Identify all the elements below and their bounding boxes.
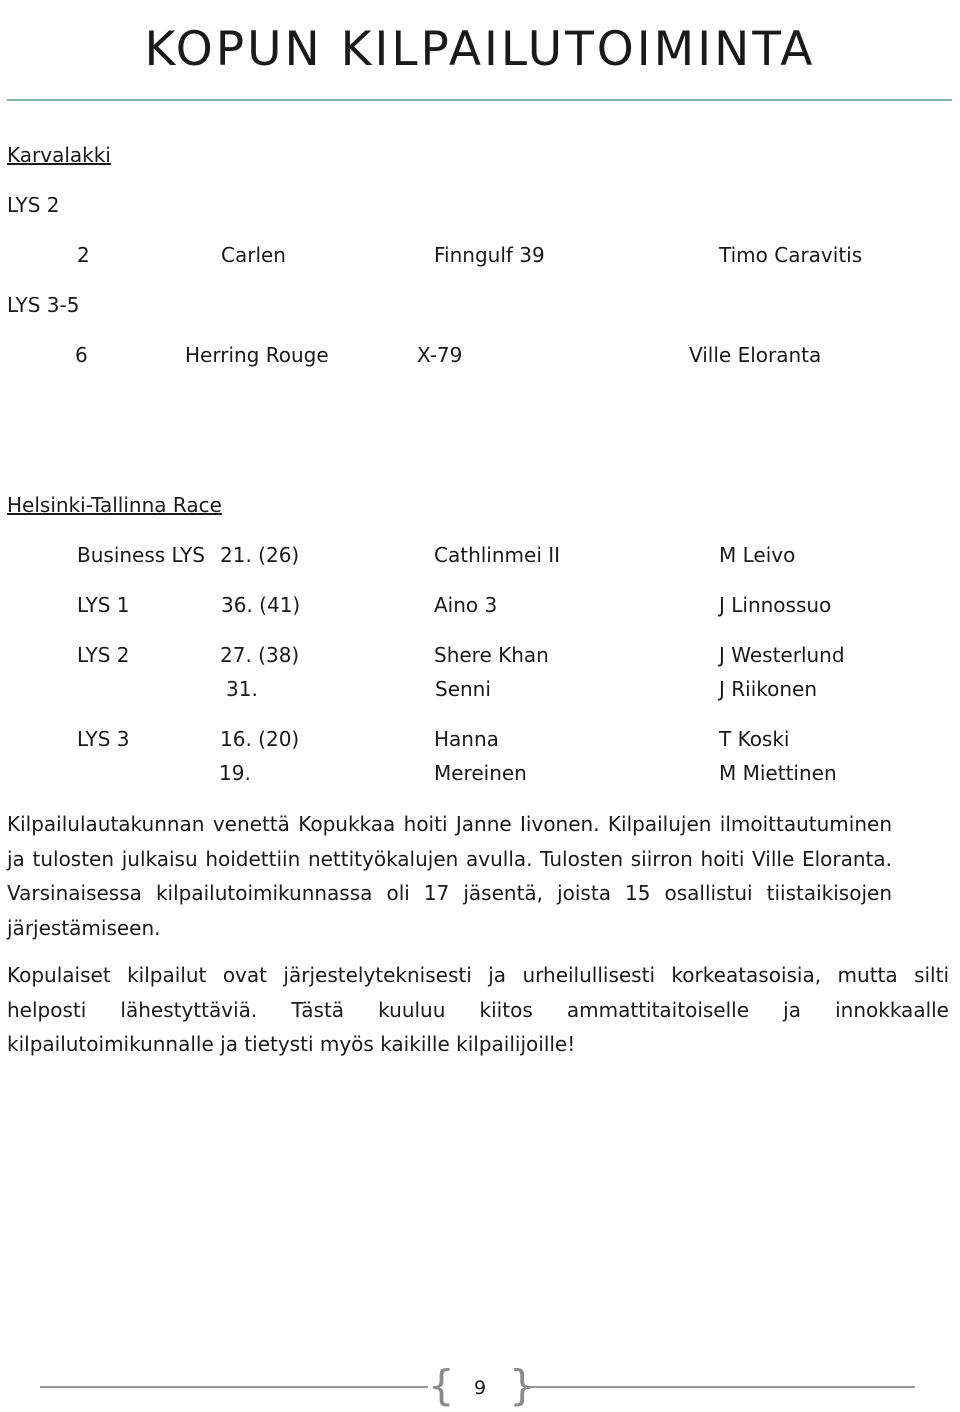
class-label: LYS 2 — [7, 193, 60, 217]
boat-name: Carlen — [221, 243, 286, 267]
boat-type: X-79 — [417, 343, 463, 367]
sail-number: 6 — [75, 343, 88, 367]
skipper-name: Timo Caravitis — [719, 243, 863, 267]
boat-cell: Shere Khan — [434, 643, 549, 667]
position-cell: 19. — [219, 761, 251, 785]
skipper-cell: M Miettinen — [719, 761, 837, 785]
boat-cell: Aino 3 — [434, 593, 498, 617]
class-cell: LYS 1 — [77, 593, 130, 617]
body-paragraph: Kilpailulautakunnan venettä Kopukkaa hoiti Janne Iivonen. Kilpailujen ilmoittautuminen ja tulosten julkaisu hoidettiin nettityökalujen avulla. Tulosten siirron hoiti Ville Eloranta. Varsinaisessa kilpailutoimikunnassa oli 17 jäsentä, joista 15 osallistui tiistaikisojen järjestämiseen. — [7, 812, 892, 940]
position-cell: 31. — [226, 677, 258, 701]
page-title: KOPUN KILPAILUTOIMINTA — [144, 22, 816, 77]
boat-cell: Cathlinmei II — [434, 543, 561, 567]
boat-cell: Mereinen — [434, 761, 527, 785]
boat-cell: Hanna — [434, 727, 499, 751]
skipper-cell: T Koski — [719, 727, 790, 751]
body-paragraph: Kopulaiset kilpailut ovat järjestelyteknisesti ja urheilullisesti korkeatasoisia, mutta silti helposti lähestyttäviä. Tästä kuuluu kiitos ammattitaitoiselle ja innokkaalle kilpailutoimikunnalle ja tietysti myös kaikille kilpailijoille! — [7, 963, 949, 1056]
position-cell: 27. (38) — [220, 643, 300, 667]
title-underline — [7, 99, 952, 101]
footer-rule-right — [527, 1386, 915, 1388]
boat-name: Herring Rouge — [185, 343, 329, 367]
section-heading-karvalakki: Karvalakki — [7, 143, 111, 167]
skipper-cell: J Riikonen — [719, 677, 818, 701]
skipper-name: Ville Eloranta — [689, 343, 822, 367]
page-number: 9 — [473, 1377, 487, 1399]
position-cell: 16. (20) — [220, 727, 300, 751]
section-heading-race: Helsinki-Tallinna Race — [7, 493, 222, 517]
position-cell: 36. (41) — [221, 593, 301, 617]
class-cell: LYS 3 — [77, 727, 130, 751]
boat-cell: Senni — [435, 677, 491, 701]
left-brace-icon: { — [428, 1361, 455, 1410]
skipper-cell: M Leivo — [719, 543, 796, 567]
boat-type: Finngulf 39 — [434, 243, 545, 267]
footer-rule-left — [40, 1386, 428, 1388]
class-label: LYS 3-5 — [7, 293, 80, 317]
skipper-cell: J Linnossuo — [719, 593, 832, 617]
class-cell: LYS 2 — [77, 643, 130, 667]
sail-number: 2 — [77, 243, 90, 267]
class-cell: Business LYS — [77, 543, 205, 567]
right-brace-icon: } — [509, 1361, 536, 1410]
position-cell: 21. (26) — [220, 543, 300, 567]
skipper-cell: J Westerlund — [719, 643, 845, 667]
